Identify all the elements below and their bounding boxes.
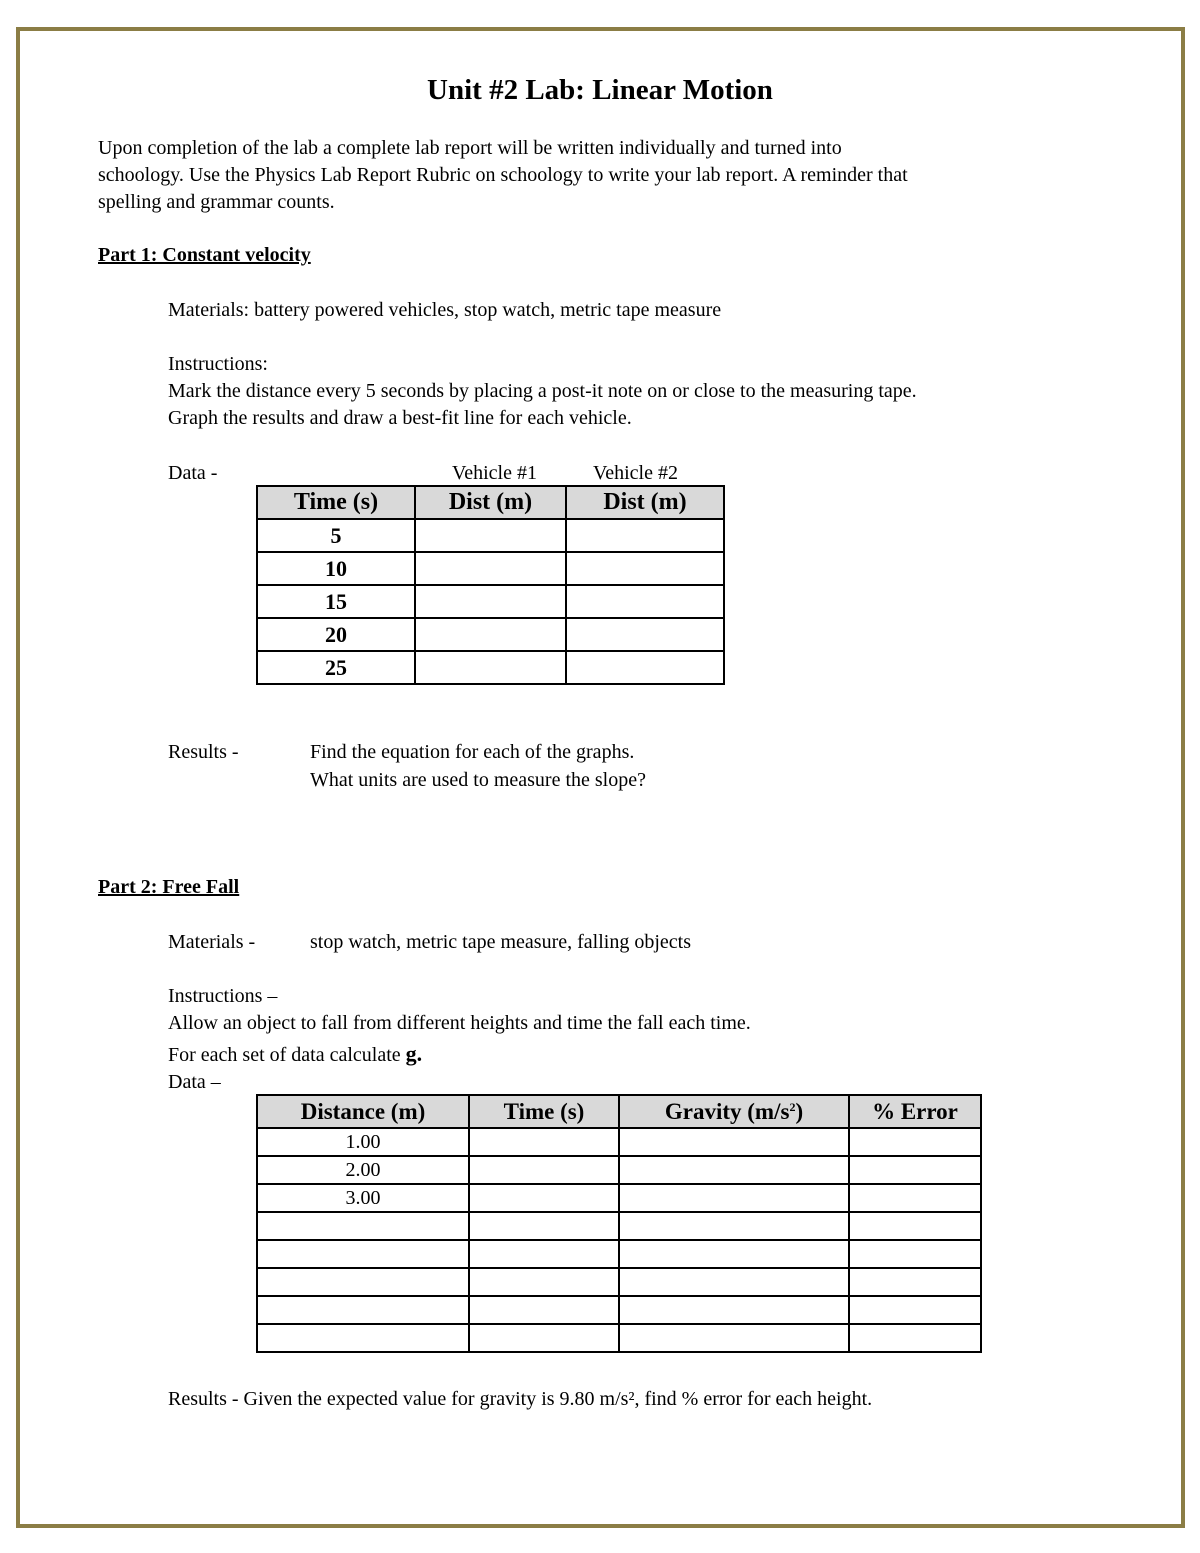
dist-cell-vehicle1[interactable] xyxy=(415,618,566,651)
header-distance: Distance (m) xyxy=(257,1095,469,1128)
part1-instructions-line-2: Graph the results and draw a best-fit line for each vehicle. xyxy=(168,407,632,429)
header-gravity-exponent: 2 xyxy=(789,1099,796,1114)
table-row xyxy=(257,1128,981,1156)
table-row xyxy=(257,519,724,552)
gravity-cell[interactable] xyxy=(619,1268,849,1296)
gravity-cell[interactable] xyxy=(619,1324,849,1352)
error-cell[interactable] xyxy=(849,1240,981,1268)
table-row xyxy=(257,1268,981,1296)
error-cell[interactable] xyxy=(849,1324,981,1352)
header-gravity xyxy=(619,1095,849,1128)
dist-cell-vehicle1[interactable] xyxy=(415,585,566,618)
time-cell[interactable] xyxy=(469,1240,619,1268)
time-cell: 25 xyxy=(257,651,415,684)
part2-materials-label: Materials - xyxy=(168,931,256,953)
distance-cell[interactable] xyxy=(257,1324,469,1352)
time-cell: 15 xyxy=(257,585,415,618)
distance-cell: 3.00 xyxy=(257,1184,469,1212)
dist-cell-vehicle2[interactable] xyxy=(566,585,724,618)
table-row xyxy=(257,618,724,651)
part1-results-label: Results - xyxy=(168,741,239,763)
instructions-line-2-text: For each set of data calculate xyxy=(168,1044,401,1066)
error-cell[interactable] xyxy=(849,1268,981,1296)
header-dist-vehicle1: Dist (m) xyxy=(415,486,566,519)
time-cell[interactable] xyxy=(469,1212,619,1240)
time-cell: 10 xyxy=(257,552,415,585)
table-row xyxy=(257,1296,981,1324)
gravity-symbol: g. xyxy=(405,1041,423,1066)
part2-heading: Part 2: Free Fall xyxy=(98,876,240,898)
error-cell[interactable] xyxy=(849,1212,981,1240)
distance-cell[interactable] xyxy=(257,1296,469,1324)
table-header-row xyxy=(257,486,724,519)
header-dist-vehicle2: Dist (m) xyxy=(566,486,724,519)
distance-cell: 1.00 xyxy=(257,1128,469,1156)
table-row xyxy=(257,651,724,684)
intro-line-2: schoology. Use the Physics Lab Report Rubric on schoology to write your lab report. A reminder that xyxy=(98,164,908,186)
dist-cell-vehicle2[interactable] xyxy=(566,651,724,684)
time-cell[interactable] xyxy=(469,1156,619,1184)
header-gravity-close: ) xyxy=(795,1098,804,1124)
header-time: Time (s) xyxy=(469,1095,619,1128)
time-cell[interactable] xyxy=(469,1128,619,1156)
distance-cell: 2.00 xyxy=(257,1156,469,1184)
table-row xyxy=(257,1324,981,1352)
distance-cell[interactable] xyxy=(257,1268,469,1296)
table-row xyxy=(257,585,724,618)
gravity-cell[interactable] xyxy=(619,1296,849,1324)
part1-data-label: Data - xyxy=(168,462,218,484)
part1-instructions-line-1: Mark the distance every 5 seconds by placing a post-it note on or close to the measuring tape. xyxy=(168,380,917,402)
time-cell[interactable] xyxy=(469,1268,619,1296)
part2-results: Results - Given the expected value for gravity is 9.80 m/s², find % error for each height. xyxy=(168,1388,873,1410)
part1-instructions-label: Instructions: xyxy=(168,353,268,375)
gravity-cell[interactable] xyxy=(619,1240,849,1268)
time-cell[interactable] xyxy=(469,1296,619,1324)
part1-results-line-1: Find the equation for each of the graphs. xyxy=(310,741,635,763)
error-cell[interactable] xyxy=(849,1296,981,1324)
part2-data-label: Data – xyxy=(168,1071,221,1093)
page-title: Unit #2 Lab: Linear Motion xyxy=(427,74,773,106)
dist-cell-vehicle2[interactable] xyxy=(566,618,724,651)
dist-cell-vehicle1[interactable] xyxy=(415,519,566,552)
error-cell[interactable] xyxy=(849,1156,981,1184)
table-row xyxy=(257,552,724,585)
intro-line-3: spelling and grammar counts. xyxy=(98,191,335,213)
time-cell[interactable] xyxy=(469,1184,619,1212)
table-row xyxy=(257,1156,981,1184)
time-cell[interactable] xyxy=(469,1324,619,1352)
free-fall-table xyxy=(256,1094,982,1353)
dist-cell-vehicle1[interactable] xyxy=(415,651,566,684)
dist-cell-vehicle1[interactable] xyxy=(415,552,566,585)
header-percent-error: % Error xyxy=(849,1095,981,1128)
table-row xyxy=(257,1184,981,1212)
part2-instructions-line-2 xyxy=(168,1040,422,1069)
gravity-cell[interactable] xyxy=(619,1184,849,1212)
vehicle1-label: Vehicle #1 xyxy=(452,462,537,484)
header-time: Time (s) xyxy=(257,486,415,519)
part2-materials: stop watch, metric tape measure, falling objects xyxy=(310,931,691,953)
part1-heading: Part 1: Constant velocity xyxy=(98,244,311,266)
part1-results-line-2: What units are used to measure the slope? xyxy=(310,769,646,791)
constant-velocity-table xyxy=(256,485,725,685)
vehicle2-label: Vehicle #2 xyxy=(593,462,678,484)
time-cell: 5 xyxy=(257,519,415,552)
intro-line-1: Upon completion of the lab a complete lab report will be written individually and turned into xyxy=(98,137,842,159)
part2-instructions-label: Instructions – xyxy=(168,985,278,1007)
error-cell[interactable] xyxy=(849,1128,981,1156)
table-row xyxy=(257,1240,981,1268)
dist-cell-vehicle2[interactable] xyxy=(566,519,724,552)
table-row xyxy=(257,1212,981,1240)
gravity-cell[interactable] xyxy=(619,1128,849,1156)
header-gravity-text: Gravity (m/s xyxy=(664,1098,790,1124)
distance-cell[interactable] xyxy=(257,1240,469,1268)
part1-materials: Materials: battery powered vehicles, stop watch, metric tape measure xyxy=(168,299,722,321)
gravity-cell[interactable] xyxy=(619,1212,849,1240)
part2-instructions-line-1: Allow an object to fall from different heights and time the fall each time. xyxy=(168,1012,751,1034)
time-cell: 20 xyxy=(257,618,415,651)
error-cell[interactable] xyxy=(849,1184,981,1212)
gravity-cell[interactable] xyxy=(619,1156,849,1184)
distance-cell[interactable] xyxy=(257,1212,469,1240)
table-header-row xyxy=(257,1095,981,1128)
dist-cell-vehicle2[interactable] xyxy=(566,552,724,585)
